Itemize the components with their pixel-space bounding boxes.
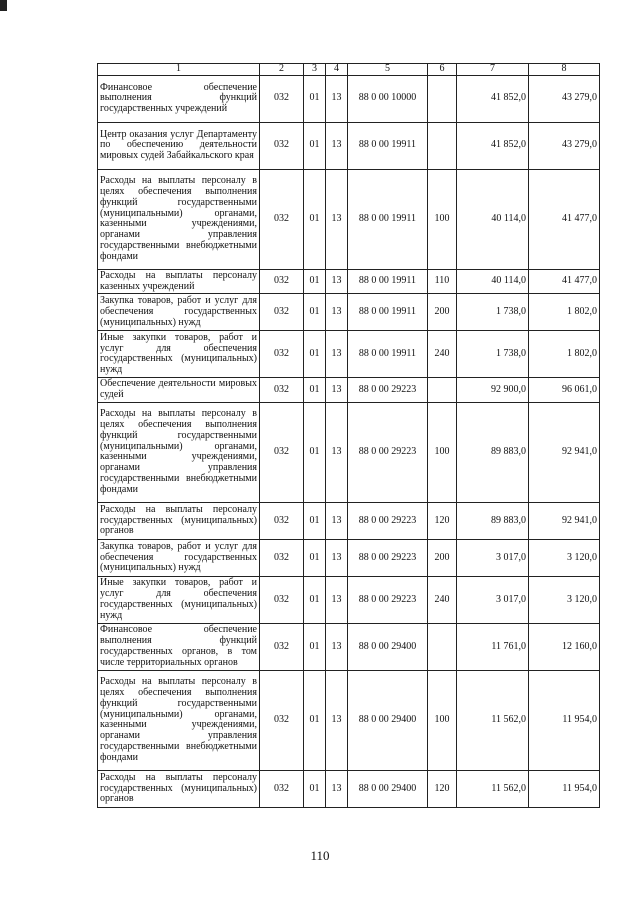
row-ministry-code: 032 [260,331,304,378]
budget-table [97,63,600,808]
row-expense-type: 100 [428,670,457,770]
row-ministry-code: 032 [260,502,304,539]
row-amount-year-2: 92 941,0 [529,402,600,502]
row-section: 01 [304,378,326,403]
header-cell-4: 4 [326,64,348,76]
row-amount-year-2: 3 120,0 [529,576,600,623]
row-target-article: 88 0 00 29223 [348,378,428,403]
row-subsection: 13 [326,770,348,807]
table-body [98,64,600,808]
row-amount-year-1: 11 562,0 [457,670,529,770]
row-target-article: 88 0 00 19911 [348,269,428,294]
row-subsection: 13 [326,539,348,576]
row-amount-year-1: 1 738,0 [457,294,529,331]
row-description: Закупка товаров, работ и услуг для обеспечения государственных (муниципальных) нужд [98,539,260,576]
row-amount-year-2: 11 954,0 [529,670,600,770]
table-header-row [98,64,600,76]
row-ministry-code: 032 [260,576,304,623]
row-description: Обеспечение деятельности мировых судей [98,378,260,403]
row-amount-year-2: 12 160,0 [529,623,600,670]
table-row [98,169,600,269]
row-section: 01 [304,402,326,502]
row-subsection: 13 [326,378,348,403]
row-expense-type: 200 [428,539,457,576]
row-target-article: 88 0 00 29223 [348,402,428,502]
row-section: 01 [304,770,326,807]
header-cell-2: 2 [260,64,304,76]
table-row [98,402,600,502]
row-ministry-code: 032 [260,75,304,122]
row-subsection: 13 [326,670,348,770]
row-target-article: 88 0 00 29223 [348,502,428,539]
row-amount-year-2: 96 061,0 [529,378,600,403]
row-ministry-code: 032 [260,169,304,269]
row-section: 01 [304,169,326,269]
row-subsection: 13 [326,169,348,269]
row-description: Финансовое обеспечение выполнения функций государственных органов, в том числе территориальных органов [98,623,260,670]
table-row [98,623,600,670]
row-amount-year-1: 1 738,0 [457,331,529,378]
table-row [98,331,600,378]
row-amount-year-2: 3 120,0 [529,539,600,576]
row-description: Расходы на выплаты персоналу в целях обеспечения выполнения функций государственными (муниципальными) органами, казенными учреждениями, органами управления государственными внебюджетными фондами [98,169,260,269]
row-amount-year-2: 43 279,0 [529,75,600,122]
row-target-article: 88 0 00 19911 [348,169,428,269]
row-description: Закупка товаров, работ и услуг для обеспечения государственных (муниципальных) нужд [98,294,260,331]
row-amount-year-1: 92 900,0 [457,378,529,403]
table-row [98,75,600,122]
row-section: 01 [304,122,326,169]
row-subsection: 13 [326,402,348,502]
row-expense-type: 120 [428,502,457,539]
row-description: Расходы на выплаты персоналу государственных (муниципальных) органов [98,770,260,807]
header-cell-3: 3 [304,64,326,76]
row-amount-year-1: 41 852,0 [457,122,529,169]
row-target-article: 88 0 00 19911 [348,331,428,378]
row-target-article: 88 0 00 29223 [348,576,428,623]
row-amount-year-2: 92 941,0 [529,502,600,539]
row-section: 01 [304,75,326,122]
row-amount-year-2: 1 802,0 [529,294,600,331]
row-section: 01 [304,331,326,378]
table-row [98,378,600,403]
row-amount-year-1: 89 883,0 [457,402,529,502]
table-row [98,770,600,807]
row-ministry-code: 032 [260,269,304,294]
row-amount-year-1: 41 852,0 [457,75,529,122]
row-description: Иные закупки товаров, работ и услуг для обеспечения государственных (муниципальных) нужд [98,576,260,623]
table-row [98,539,600,576]
row-amount-year-2: 41 477,0 [529,269,600,294]
table-row [98,122,600,169]
row-expense-type: 110 [428,269,457,294]
table-row [98,670,600,770]
row-description: Центр оказания услуг Департаменту по обеспечению деятельности мировых судей Забайкальского края [98,122,260,169]
row-section: 01 [304,269,326,294]
row-expense-type [428,623,457,670]
row-target-article: 88 0 00 29400 [348,770,428,807]
row-amount-year-2: 43 279,0 [529,122,600,169]
row-target-article: 88 0 00 29400 [348,623,428,670]
table-row [98,294,600,331]
row-amount-year-1: 11 761,0 [457,623,529,670]
row-target-article: 88 0 00 29400 [348,670,428,770]
row-target-article: 88 0 00 19911 [348,294,428,331]
row-ministry-code: 032 [260,770,304,807]
row-section: 01 [304,623,326,670]
scan-corner-mark [0,0,7,11]
row-section: 01 [304,670,326,770]
row-ministry-code: 032 [260,122,304,169]
table-row [98,269,600,294]
row-expense-type: 120 [428,770,457,807]
row-amount-year-2: 41 477,0 [529,169,600,269]
row-ministry-code: 032 [260,539,304,576]
row-subsection: 13 [326,576,348,623]
row-ministry-code: 032 [260,670,304,770]
row-description: Расходы на выплаты персоналу казенных учреждений [98,269,260,294]
row-expense-type [428,122,457,169]
row-amount-year-1: 3 017,0 [457,576,529,623]
row-amount-year-1: 3 017,0 [457,539,529,576]
row-ministry-code: 032 [260,378,304,403]
table-row [98,502,600,539]
row-description: Расходы на выплаты персоналу в целях обеспечения выполнения функций государственными (муниципальными) органами, казенными учреждениями, органами управления государственными внебюджетными фондами [98,670,260,770]
row-expense-type [428,75,457,122]
row-ministry-code: 032 [260,402,304,502]
row-amount-year-2: 11 954,0 [529,770,600,807]
row-amount-year-1: 89 883,0 [457,502,529,539]
row-expense-type: 240 [428,576,457,623]
row-amount-year-1: 40 114,0 [457,169,529,269]
row-expense-type [428,378,457,403]
row-ministry-code: 032 [260,294,304,331]
row-target-article: 88 0 00 10000 [348,75,428,122]
row-description: Расходы на выплаты персоналу государственных (муниципальных) органов [98,502,260,539]
row-subsection: 13 [326,122,348,169]
row-amount-year-1: 40 114,0 [457,269,529,294]
row-section: 01 [304,294,326,331]
table-row [98,576,600,623]
row-expense-type: 240 [428,331,457,378]
row-expense-type: 100 [428,169,457,269]
row-section: 01 [304,576,326,623]
header-cell-8: 8 [529,64,600,76]
row-subsection: 13 [326,75,348,122]
row-description: Иные закупки товаров, работ и услуг для обеспечения государственных (муниципальных) нужд [98,331,260,378]
row-ministry-code: 032 [260,623,304,670]
row-subsection: 13 [326,331,348,378]
row-description: Финансовое обеспечение выполнения функций государственных учреждений [98,75,260,122]
row-expense-type: 100 [428,402,457,502]
row-expense-type: 200 [428,294,457,331]
row-subsection: 13 [326,502,348,539]
row-subsection: 13 [326,269,348,294]
row-section: 01 [304,539,326,576]
row-subsection: 13 [326,294,348,331]
row-subsection: 13 [326,623,348,670]
page-number: 110 [310,848,330,863]
header-cell-1: 1 [98,64,260,76]
row-description: Расходы на выплаты персоналу в целях обеспечения выполнения функций государственными (муниципальными) органами, казенными учреждениями, органами управления государственными внебюджетными фондами [98,402,260,502]
header-cell-7: 7 [457,64,529,76]
row-section: 01 [304,502,326,539]
header-cell-5: 5 [348,64,428,76]
header-cell-6: 6 [428,64,457,76]
row-target-article: 88 0 00 19911 [348,122,428,169]
row-target-article: 88 0 00 29223 [348,539,428,576]
row-amount-year-1: 11 562,0 [457,770,529,807]
row-amount-year-2: 1 802,0 [529,331,600,378]
